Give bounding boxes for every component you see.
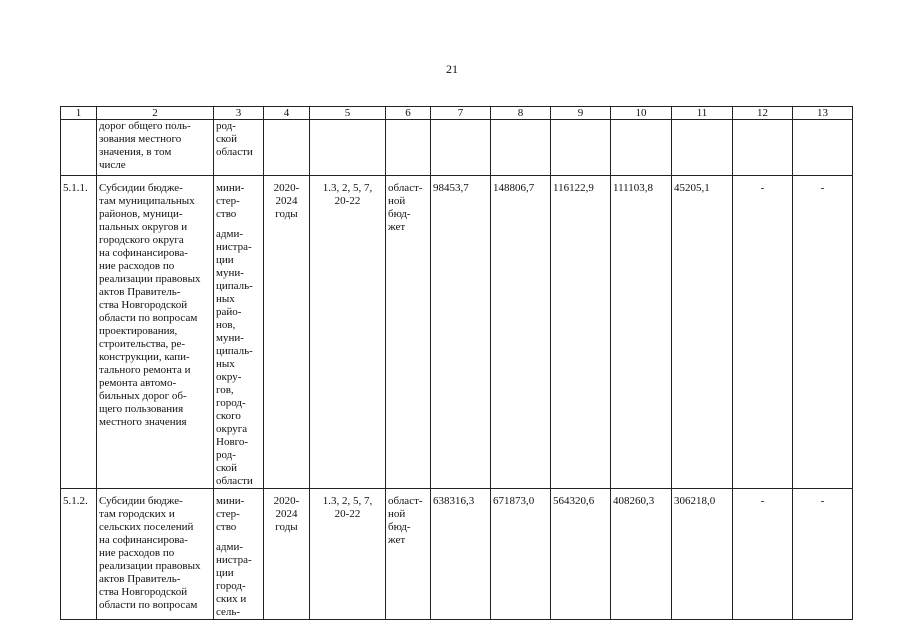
- value-col-13: [793, 120, 853, 176]
- value-col-7: [431, 120, 491, 176]
- column-header-4: 4: [264, 107, 310, 120]
- executor: мини- стер- ство адми- нистра- ции город- ских и сель-: [214, 489, 264, 620]
- row-number: 5.1.2.: [61, 489, 97, 620]
- table-row: [61, 120, 853, 176]
- value-col-10: 111103,8: [611, 176, 672, 489]
- value-col-7: 638316,3: [431, 489, 491, 620]
- period: 2020- 2024 годы: [264, 489, 310, 620]
- value-col-12: -: [733, 489, 793, 620]
- value-col-7: 98453,7: [431, 176, 491, 489]
- period: 2020- 2024 годы: [264, 176, 310, 489]
- target-indicators: [310, 120, 386, 176]
- column-header-8: 8: [491, 107, 551, 120]
- activity-name: дорог общего поль- зования местного значения, в том числе: [97, 120, 214, 176]
- value-col-8: [491, 120, 551, 176]
- row-number: 5.1.1.: [61, 176, 97, 489]
- value-col-12: [733, 120, 793, 176]
- column-header-10: 10: [611, 107, 672, 120]
- value-col-11: 306218,0: [672, 489, 733, 620]
- column-header-11: 11: [672, 107, 733, 120]
- column-header-6: 6: [386, 107, 431, 120]
- column-header-13: 13: [793, 107, 853, 120]
- funding-source: [386, 120, 431, 176]
- value-col-11: 45205,1: [672, 176, 733, 489]
- page-number: 21: [446, 62, 458, 76]
- table-row: [61, 176, 853, 489]
- header-row: [61, 107, 853, 120]
- executor: мини- стер- ство адми- нистра- ции муни- ципаль- ных райо- нов, муни- ципаль- ных окру- гов, город- ского округа Новго- род- ской области: [214, 176, 264, 489]
- target-indicators: 1.3, 2, 5, 7, 20-22: [310, 489, 386, 620]
- program-table: [60, 106, 853, 620]
- column-header-5: 5: [310, 107, 386, 120]
- activity-name: Субсидии бюдже- там городских и сельских поселений на софинансирова- ние расходов по реализации правовых актов Правитель- ства Новгородской области по вопросам: [97, 489, 214, 620]
- value-col-10: [611, 120, 672, 176]
- value-col-8: 148806,7: [491, 176, 551, 489]
- value-col-9: 116122,9: [551, 176, 611, 489]
- period: [264, 120, 310, 176]
- funding-source: област- ной бюд- жет: [386, 489, 431, 620]
- activity-name: Субсидии бюдже- там муниципальных районов, муници- пальных округов и городского округа на софинансирова- ние расходов по реализации правовых актов Правитель- ства Новгородской области по вопросам проектирования, строительства, ре- конструкции, капи- тального ремонта и ремонта автомо- бильных дорог об- щего пользования местного значения: [97, 176, 214, 489]
- executor: род- ской области: [214, 120, 264, 176]
- target-indicators: 1.3, 2, 5, 7, 20-22: [310, 176, 386, 489]
- value-col-13: -: [793, 489, 853, 620]
- value-col-9: [551, 120, 611, 176]
- table-row: [61, 489, 853, 620]
- column-header-3: 3: [214, 107, 264, 120]
- column-header-1: 1: [61, 107, 97, 120]
- value-col-11: [672, 120, 733, 176]
- value-col-10: 408260,3: [611, 489, 672, 620]
- funding-source: област- ной бюд- жет: [386, 176, 431, 489]
- column-header-12: 12: [733, 107, 793, 120]
- row-number: [61, 120, 97, 176]
- value-col-12: -: [733, 176, 793, 489]
- value-col-9: 564320,6: [551, 489, 611, 620]
- value-col-8: 671873,0: [491, 489, 551, 620]
- column-header-2: 2: [97, 107, 214, 120]
- value-col-13: -: [793, 176, 853, 489]
- column-header-7: 7: [431, 107, 491, 120]
- column-header-9: 9: [551, 107, 611, 120]
